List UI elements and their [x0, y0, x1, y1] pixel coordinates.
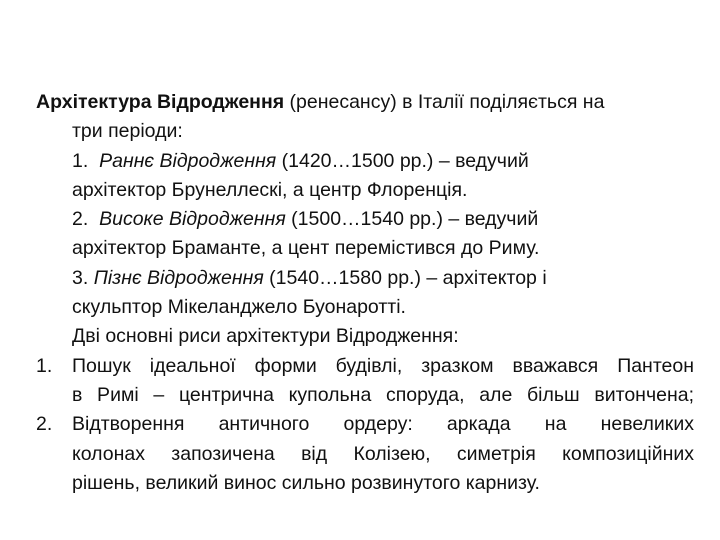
period-2-number: 2.: [72, 208, 89, 231]
period-1: [36, 147, 694, 176]
feature-2-line: колонах запозичена від Колізею, симетрія композиційних: [72, 442, 694, 465]
period-1-continuation: архітектор Брунеллескі, а центр Флоренція.: [72, 178, 468, 201]
period-3-dates: (1540…1580 рр.) – архітектор і: [263, 266, 547, 289]
period-1-number: 1.: [72, 149, 89, 172]
feature-1-line: Пошук ідеальної форми будівлі, зразком вважався Пантеон: [72, 354, 694, 377]
feature-1-text: [72, 352, 694, 411]
period-2-dates: (1500…1540 рр.) – ведучий: [285, 208, 539, 231]
period-3-number: 3.: [72, 266, 89, 289]
period-2-continuation: архітектор Браманте, а цент перемістився до Риму.: [72, 237, 540, 260]
title-rest: (ренесансу) в Італії поділяється на: [284, 91, 605, 113]
period-3: [36, 264, 694, 293]
period-1-name: Раннє Відродження: [99, 149, 277, 172]
slide-text-body: [36, 88, 694, 498]
feature-1-line: в Римі – центрична купольна споруда, але більш витончена;: [72, 383, 694, 406]
period-3-name: Пізнє Відродження: [93, 266, 264, 289]
period-2-name: Високе Відродження: [99, 208, 286, 231]
feature-2-number: 2.: [36, 413, 53, 436]
period-2: [36, 205, 694, 234]
feature-2-text: [72, 410, 694, 498]
feature-2-line: Відтворення античного ордеру: аркада на невеликих: [72, 413, 694, 436]
title-line: [36, 88, 694, 117]
period-1-dates: (1420…1500 рр.) – ведучий: [276, 149, 529, 172]
feature-1: [36, 352, 694, 411]
feature-2: [36, 410, 694, 498]
feature-2-line: рішень, великий винос сильно розвинутого карнизу.: [72, 471, 540, 494]
period-3-continuation: скульптор Мікеланджело Буонаротті.: [72, 296, 406, 319]
feature-1-number: 1.: [36, 354, 53, 377]
title-bold-term: Архітектура Відродження: [36, 91, 285, 113]
title-continuation: три періоди:: [72, 120, 183, 143]
features-intro: Дві основні риси архітектури Відродження:: [72, 325, 459, 348]
